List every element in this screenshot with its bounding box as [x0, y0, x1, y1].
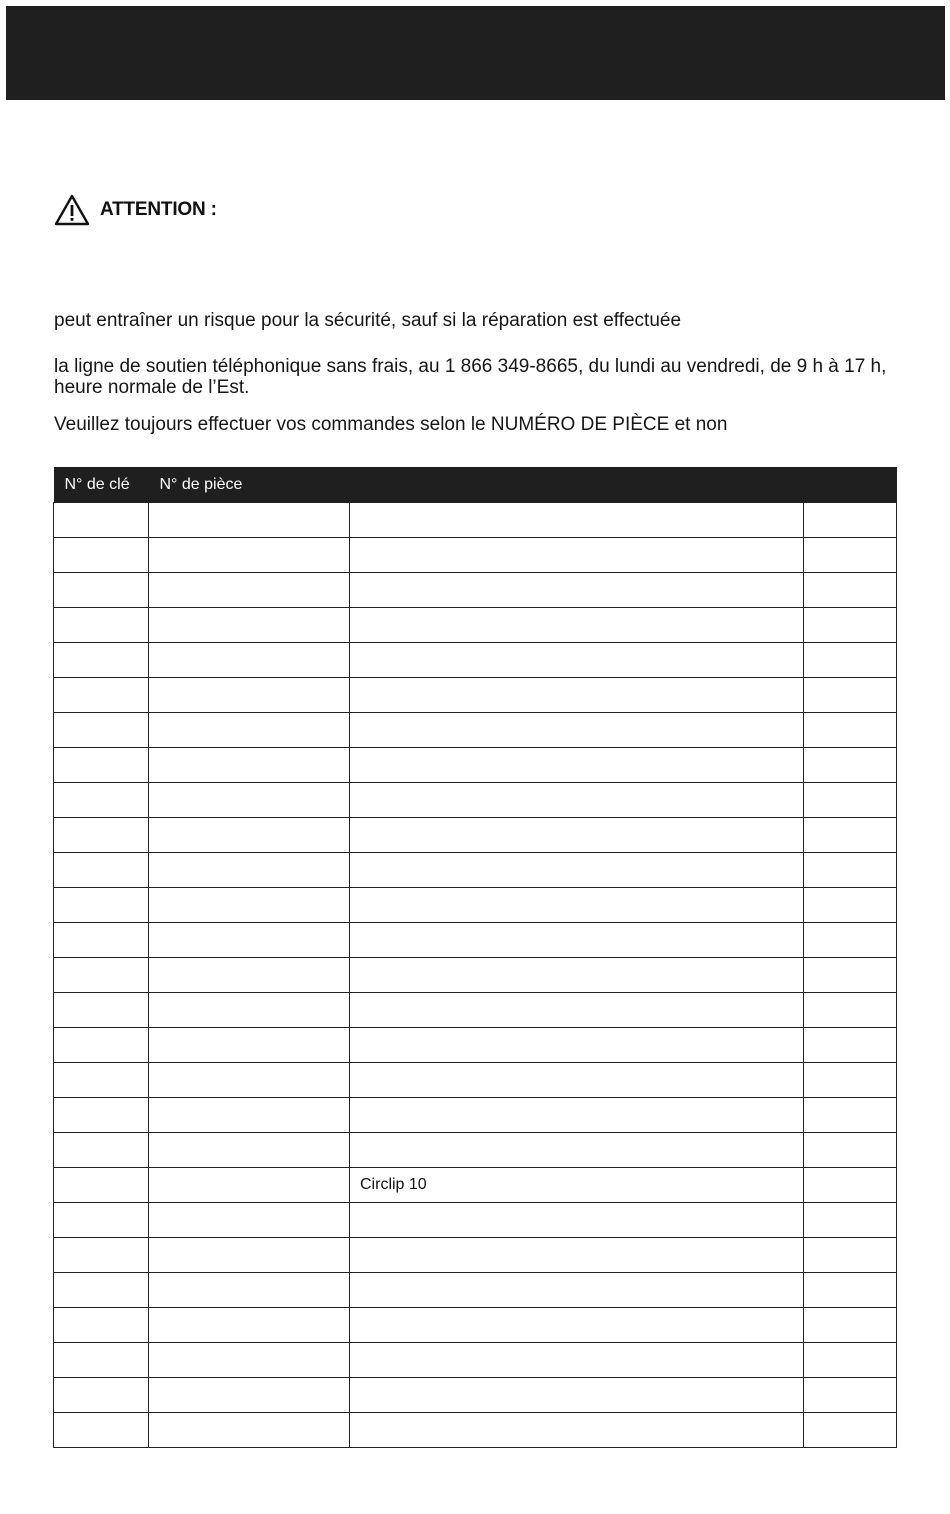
description-cell: [350, 1273, 804, 1308]
table-row: [54, 643, 897, 678]
description-cell: [350, 608, 804, 643]
key-number-cell: [54, 1203, 149, 1238]
quantity-cell: [804, 1343, 897, 1378]
description-cell: [350, 923, 804, 958]
key-number-cell: [54, 888, 149, 923]
parts-table-body: [54, 503, 897, 1448]
quantity-cell: [804, 1063, 897, 1098]
parts-table-header: [54, 467, 897, 503]
part-number-cell: [149, 853, 350, 888]
quantity-cell: [804, 783, 897, 818]
description-cell: [350, 1203, 804, 1238]
table-row: [54, 538, 897, 573]
part-number-cell: [149, 748, 350, 783]
part-number-cell: [149, 573, 350, 608]
attention-label: ATTENTION :: [100, 199, 217, 220]
part-number-cell: [149, 1063, 350, 1098]
key-number-cell: [54, 783, 149, 818]
key-number-cell: [54, 958, 149, 993]
table-row: [54, 1028, 897, 1063]
description-cell: [350, 1133, 804, 1168]
description-cell: [350, 1063, 804, 1098]
table-row: [54, 1133, 897, 1168]
paragraph-ordering: Veuillez toujours effectuer vos commandes selon le NUMÉRO DE PIÈCE et non: [54, 414, 728, 435]
description-cell: [350, 748, 804, 783]
key-number-cell: [54, 1238, 149, 1273]
key-number-cell: [54, 818, 149, 853]
part-number-cell: [149, 958, 350, 993]
header-description: [350, 467, 804, 503]
part-number-cell: [149, 1168, 350, 1203]
description-cell: [350, 993, 804, 1028]
key-number-cell: [54, 853, 149, 888]
description-cell: [350, 503, 804, 538]
table-row: [54, 1168, 897, 1203]
table-row: [54, 923, 897, 958]
description-cell: [350, 1238, 804, 1273]
key-number-cell: [54, 643, 149, 678]
part-number-cell: [149, 713, 350, 748]
header-band: [6, 6, 945, 100]
part-number-cell: [149, 923, 350, 958]
quantity-cell: [804, 1308, 897, 1343]
description-cell: [350, 643, 804, 678]
key-number-cell: [54, 713, 149, 748]
description-cell: [350, 1098, 804, 1133]
key-number-cell: [54, 503, 149, 538]
part-number-cell: [149, 643, 350, 678]
part-number-cell: [149, 888, 350, 923]
quantity-cell: [804, 538, 897, 573]
description-cell: [350, 958, 804, 993]
description-cell: [350, 1343, 804, 1378]
part-number-cell: [149, 608, 350, 643]
attention-notice: [54, 193, 217, 227]
table-row: [54, 1063, 897, 1098]
header-key-number: N° de clé: [64, 475, 130, 493]
part-number-cell: [149, 1413, 350, 1448]
table-row: [54, 1273, 897, 1308]
key-number-cell: [54, 1308, 149, 1343]
quantity-cell: [804, 1028, 897, 1063]
description-cell: [350, 783, 804, 818]
description-cell: [350, 888, 804, 923]
table-row: [54, 1308, 897, 1343]
key-number-cell: [54, 538, 149, 573]
quantity-cell: [804, 608, 897, 643]
part-number-cell: [149, 1203, 350, 1238]
key-number-cell: [54, 1413, 149, 1448]
part-number-cell: [149, 678, 350, 713]
quantity-cell: [804, 1238, 897, 1273]
table-row: [54, 1343, 897, 1378]
part-number-cell: [149, 1273, 350, 1308]
table-row: [54, 1203, 897, 1238]
quantity-cell: [804, 888, 897, 923]
part-number-cell: [149, 783, 350, 818]
key-number-cell: [54, 608, 149, 643]
parts-table: [53, 467, 897, 1448]
table-row: [54, 888, 897, 923]
table-row: [54, 573, 897, 608]
key-number-cell: [54, 993, 149, 1028]
part-number-cell: [149, 1343, 350, 1378]
quantity-cell: [804, 818, 897, 853]
header-quantity: [804, 467, 897, 503]
description-cell: [350, 853, 804, 888]
description-cell: [350, 713, 804, 748]
table-row: [54, 503, 897, 538]
quantity-cell: [804, 1378, 897, 1413]
header-part-number: N° de pièce: [159, 475, 243, 493]
description-cell: [350, 1413, 804, 1448]
description-cell: [350, 573, 804, 608]
quantity-cell: [804, 923, 897, 958]
part-number-cell: [149, 1378, 350, 1413]
table-row: [54, 1098, 897, 1133]
part-number-cell: [149, 1238, 350, 1273]
part-number-cell: [149, 818, 350, 853]
paragraph-safety: peut entraîner un risque pour la sécurité, sauf si la réparation est effectuée: [54, 310, 682, 331]
part-number-cell: [149, 503, 350, 538]
quantity-cell: [804, 678, 897, 713]
description-cell: [350, 538, 804, 573]
quantity-cell: [804, 1098, 897, 1133]
table-row: [54, 713, 897, 748]
quantity-cell: [804, 748, 897, 783]
table-row: [54, 818, 897, 853]
part-number-cell: [149, 1098, 350, 1133]
part-number-cell: [149, 538, 350, 573]
table-row: [54, 993, 897, 1028]
description-cell: Circlip 10: [350, 1168, 804, 1203]
quantity-cell: [804, 1168, 897, 1203]
quantity-cell: [804, 1133, 897, 1168]
quantity-cell: [804, 853, 897, 888]
table-row: [54, 853, 897, 888]
table-row: [54, 783, 897, 818]
key-number-cell: [54, 1063, 149, 1098]
description-cell: [350, 678, 804, 713]
key-number-cell: [54, 1028, 149, 1063]
description-cell: [350, 818, 804, 853]
quantity-cell: [804, 993, 897, 1028]
table-row: [54, 678, 897, 713]
key-number-cell: [54, 1133, 149, 1168]
description-cell: [350, 1378, 804, 1413]
part-number-cell: [149, 1308, 350, 1343]
table-row: [54, 748, 897, 783]
quantity-cell: [804, 713, 897, 748]
key-number-cell: [54, 678, 149, 713]
description-cell: [350, 1308, 804, 1343]
part-number-cell: [149, 993, 350, 1028]
table-row: [54, 1413, 897, 1448]
quantity-cell: [804, 503, 897, 538]
quantity-cell: [804, 1203, 897, 1238]
table-row: [54, 1238, 897, 1273]
key-number-cell: [54, 1378, 149, 1413]
warning-triangle-icon: [54, 194, 90, 226]
table-row: [54, 958, 897, 993]
key-number-cell: [54, 1168, 149, 1203]
paragraph-support-line: la ligne de soutien téléphonique sans frais, au 1 866 349-8665, du lundi au vendredi, de 9 h à 17 h, heure normale de l’Est.: [54, 356, 887, 398]
quantity-cell: [804, 1273, 897, 1308]
quantity-cell: [804, 1413, 897, 1448]
key-number-cell: [54, 1273, 149, 1308]
key-number-cell: [54, 923, 149, 958]
key-number-cell: [54, 1098, 149, 1133]
part-number-cell: [149, 1028, 350, 1063]
table-row: [54, 1378, 897, 1413]
quantity-cell: [804, 958, 897, 993]
quantity-cell: [804, 573, 897, 608]
quantity-cell: [804, 643, 897, 678]
description-cell: [350, 1028, 804, 1063]
key-number-cell: [54, 1343, 149, 1378]
table-row: [54, 608, 897, 643]
header-row: [54, 467, 897, 503]
key-number-cell: [54, 573, 149, 608]
key-number-cell: [54, 748, 149, 783]
part-number-cell: [149, 1133, 350, 1168]
